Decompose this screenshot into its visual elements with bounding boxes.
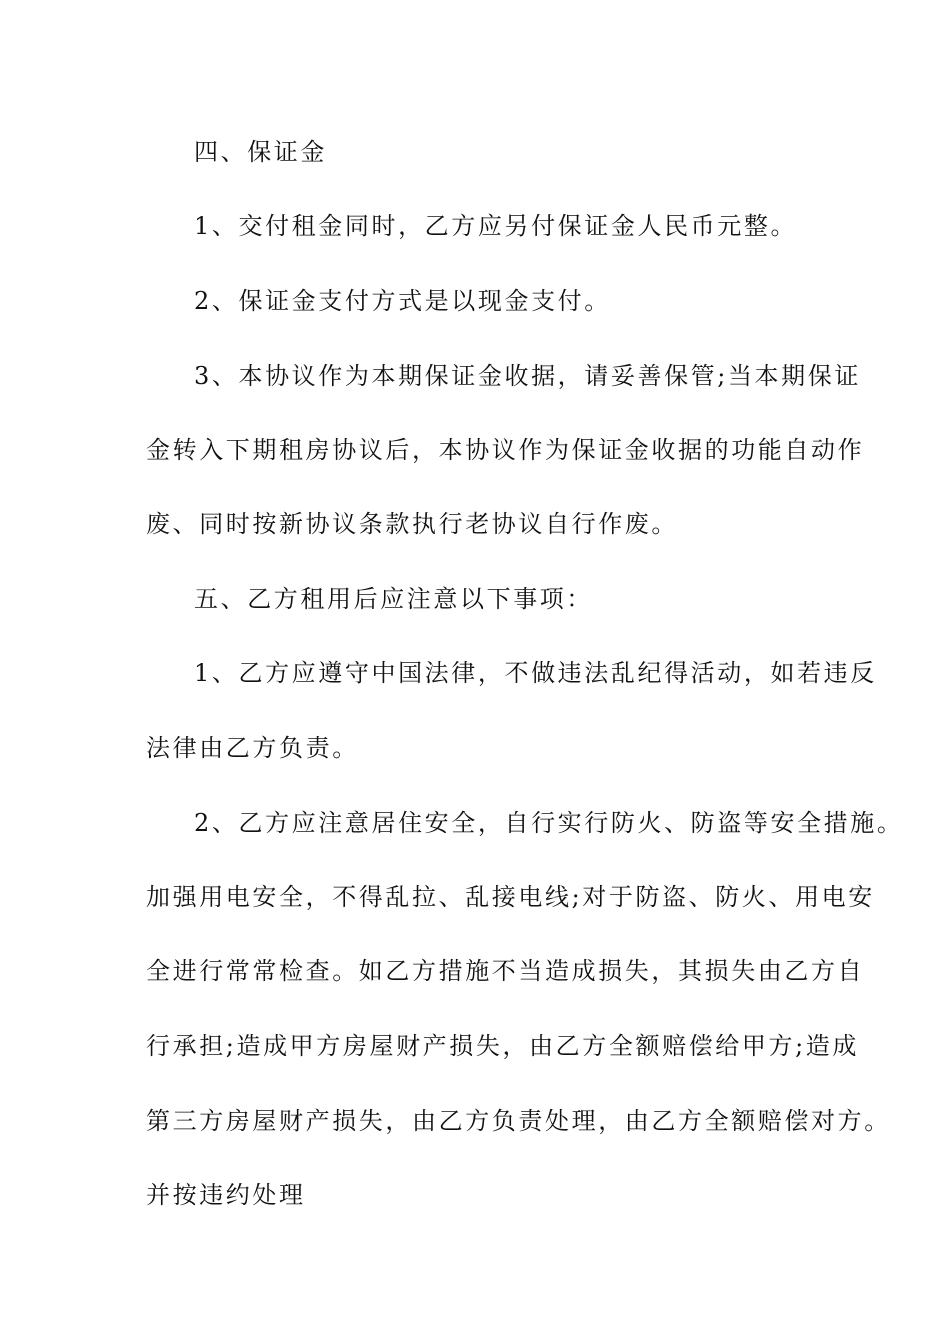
deposit-clause-3-line-2: 金转入下期租房协议后，本协议作为保证金收据的功能自动作 [146, 436, 865, 464]
tenant-clause-2-line-6: 并按违约处理 [146, 1181, 306, 1209]
deposit-clause-3-line-3: 废、同时按新协议条款执行老协议自行作废。 [146, 510, 678, 538]
section-heading-tenant-notes: 五、乙方租用后应注意以下事项： [194, 585, 593, 613]
deposit-clause-1: 1、交付租金同时，乙方应另付保证金人民币元整。 [194, 212, 798, 240]
tenant-clause-2-line-4: 行承担;造成甲方房屋财产损失，由乙方全额赔偿给甲方;造成 [146, 1032, 859, 1060]
tenant-clause-1-line-2: 法律由乙方负责。 [146, 734, 359, 762]
tenant-clause-2-line-5: 第三方房屋财产损失，由乙方负责处理，由乙方全额赔偿对方。 [146, 1107, 891, 1135]
deposit-clause-2: 2、保证金支付方式是以现金支付。 [194, 287, 611, 315]
tenant-clause-2-line-3: 全进行常常检查。如乙方措施不当造成损失，其损失由乙方自 [146, 957, 865, 985]
deposit-clause-3-line-1: 3、本协议作为本期保证金收据，请妥善保管;当本期保证 [194, 362, 861, 390]
section-heading-deposit: 四、保证金 [194, 138, 327, 166]
tenant-clause-2-line-2: 加强用电安全，不得乱拉、乱接电线;对于防盗、防火、用电安 [146, 883, 875, 911]
tenant-clause-1-line-1: 1、乙方应遵守中国法律，不做违法乱纪得活动，如若违反 [194, 659, 877, 687]
tenant-clause-2-line-1: 2、乙方应注意居住安全，自行实行防火、防盗等安全措施。 [194, 809, 904, 837]
